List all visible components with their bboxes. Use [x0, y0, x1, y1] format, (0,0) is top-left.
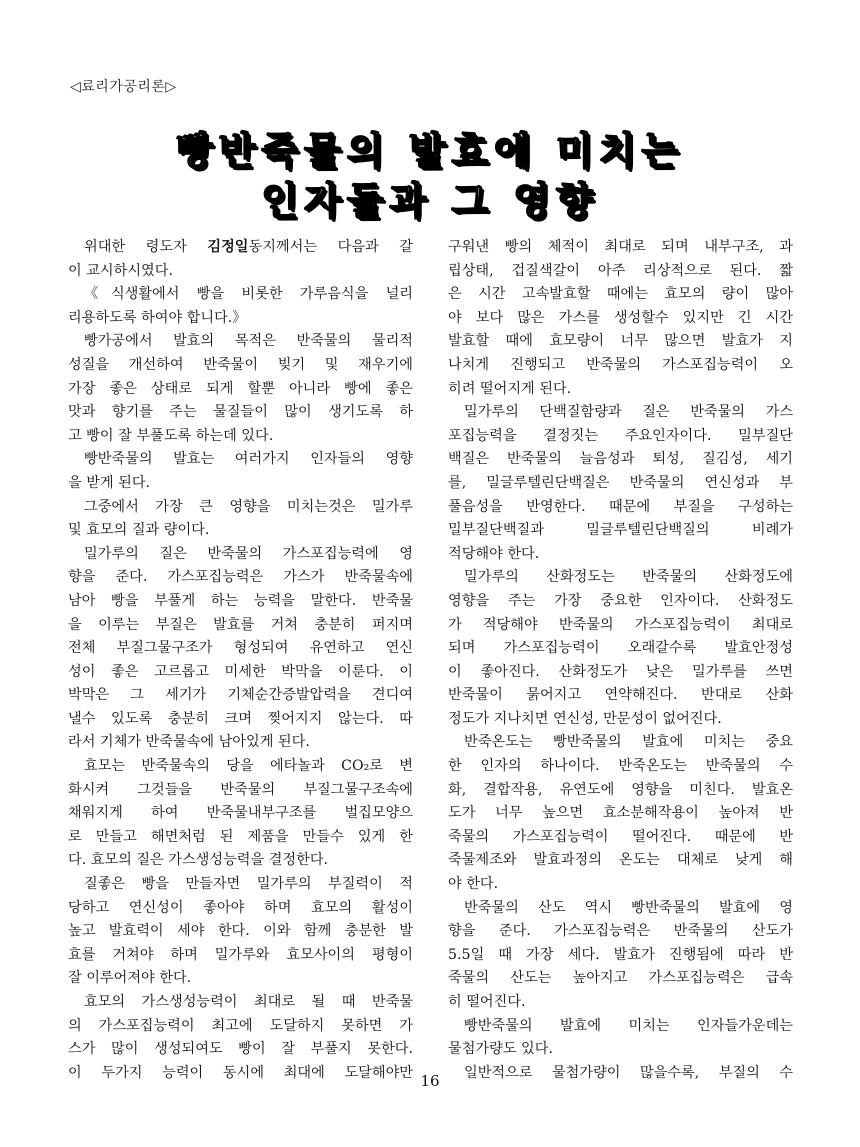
text-line: 밀가루의 질은 반죽물의 가스포집능력에 영	[84, 545, 413, 562]
text-line: 구워낸 빵의 체적이 최대로 되며 내부구조, 과	[448, 239, 793, 255]
text-line: 반죽물이 묽어지고 연약해진다. 반대로 산화	[448, 687, 793, 704]
text-line: 물첨가량도 있다.	[448, 1041, 553, 1058]
text-line: 높고 발효력이 세야 한다. 이와 함께 충분한 발	[68, 923, 413, 940]
text-line: 나치게 진행되고 반죽물의 가스포집능력이 오	[448, 356, 793, 373]
text-line: 되며 가스포집능력이 오래갈수록 발효안정성	[448, 640, 793, 657]
text-line: 5.5일 때 가장 세다. 발효가 진행됨에 따라 반	[448, 946, 793, 963]
text-line: 리용하도록 하여야 합니다.》	[68, 309, 247, 326]
article-title-line-1: 빵반죽물의 발효에 미치는	[175, 129, 685, 173]
text-line: 를, 밀글루텔린단백질은 반죽물의 연신성과 부	[448, 474, 793, 491]
text-line: 립상태, 겁질색갈이 아주 리상적으로 된다. 짧	[448, 262, 793, 279]
text-line: 성이 좋은 고르롭고 미세한 박막을 이룬다. 이	[68, 663, 413, 680]
text-line: 라서 기체가 반죽물속에 남아있게 된다.	[68, 734, 310, 751]
text-line: 그중에서 가장 큰 영향을 미치는것은 밀가루	[84, 498, 413, 515]
text-line: 밀부질단백질과 밀글루텔린단백질의 비례가	[448, 522, 793, 539]
text-line: 빵반죽물의 발효에 미치는 인자들가운데는	[464, 1017, 793, 1034]
left-column	[68, 236, 413, 1085]
text-line: 적당해야 한다.	[448, 545, 540, 562]
text-line: 로 만들고 해면처럼 된 제품을 만들수 있게 한	[68, 828, 413, 845]
text-line: 전체 부질그물구조가 형성되여 유연하고 연신	[68, 640, 413, 657]
text-line: 백질은 반죽물의 늘음성과 퇴성, 질김성, 세기	[448, 451, 793, 468]
text-line: 향을 준다. 가스포집능력은 반죽물의 산도가	[448, 923, 793, 940]
text-line: 반죽온도는 빵반죽물의 발효에 미치는 중요	[464, 734, 793, 751]
text-line: 정도가 지나치면 연신성, 만문성이 없어진다.	[448, 710, 722, 727]
text-line: 영향을 주는 가장 중요한 인자이다. 산화정도	[448, 592, 793, 609]
text-line: 위대한 령도자 김정일동지께서는 다음과 갈	[84, 239, 413, 255]
text-line: 을 받게 된다.	[68, 474, 151, 491]
text-line: 화, 결합작용, 유연도에 영향을 미친다. 발효온	[448, 781, 793, 798]
article-title-line-2: 인자들과 그 영향	[261, 179, 599, 223]
text-line: 죽물의 가스포집능력이 떨어진다. 때문에 반	[448, 828, 793, 845]
text-line: 잘 이루어져야 한다.	[68, 970, 192, 987]
text-line: 성질을 개선하여 반죽물이 빚기 및 재우기에	[68, 356, 413, 373]
text-line: 당하고 연신성이 좋아야 하며 효모의 활성이	[68, 899, 413, 916]
text-line: 및 효모의 질과 량이다.	[68, 522, 210, 539]
text-line: 밀가루의 산화정도는 반죽물의 산화정도에	[464, 569, 793, 586]
text-line: 남아 빵을 부풀게 하는 능력을 말한다. 반죽물	[68, 592, 413, 609]
leader-name: 김정일	[207, 239, 249, 255]
text-line: 반죽물의 산도 역시 빵반죽물의 발효에 영	[464, 899, 793, 916]
text-line: 스가 많이 생성되여도 빵이 잘 부풀지 못한다.	[68, 1041, 413, 1058]
right-column	[448, 236, 793, 1085]
page-number: 16	[420, 1072, 440, 1090]
text-line: 야 보다 많은 가스를 생성할수 있지만 긴 시간	[448, 309, 793, 326]
text-line: 가 적당해야 반죽물의 가스포집능력이 최대로	[448, 616, 793, 633]
text-line: 죽물제조와 발효과정의 온도는 대체로 낮게 해	[448, 852, 793, 869]
text-line: 이 좋아진다. 산화정도가 낮은 밀가루를 쓰면	[448, 663, 793, 680]
text-line: 포집능력을 결정짓는 주요인자이다. 밀부질단	[448, 427, 793, 444]
text-line: 효를 거쳐야 하며 밀가루와 효모사이의 평형이	[68, 946, 413, 963]
text-line: 빵가공에서 발효의 목적은 반죽물의 물리적	[84, 333, 413, 350]
text-line: 죽물의 산도는 높아지고 가스포집능력은 급속	[448, 970, 793, 987]
text-line: 의 가스포집능력이 최고에 도달하지 못하면 가	[68, 1017, 413, 1034]
text-line: 일반적으로 물첨가량이 많을수록, 부질의 수	[464, 1064, 793, 1081]
text-line: 빵반죽물의 발효는 여러가지 인자들의 영향	[84, 451, 413, 468]
text-line: 다. 효모의 질은 가스생성능력을 결정한다.	[68, 852, 329, 869]
text-line: 도가 너무 높으면 효소분해작용이 높아져 반	[448, 805, 793, 822]
text-line: 《식생활에서 빵을 비롯한 가루음식을 널리	[84, 286, 413, 303]
text-line: 박막은 그 세기가 기체순간증발압력을 견디여	[68, 687, 413, 704]
text-line: 질좋은 빵을 만들자면 밀가루의 부질력이 적	[84, 876, 413, 893]
text-line: 한 인자의 하나이다. 반죽온도는 반죽물의 수	[448, 758, 793, 775]
text-line: 향을 준다. 가스포집능력은 가스가 반죽물속에	[68, 569, 413, 586]
section-label: ◁료리가공리론▷	[70, 79, 177, 95]
text-line: 을 이루는 부질은 발효를 거쳐 충분히 퍼지며	[68, 616, 413, 633]
text-line: 야 한다.	[448, 876, 499, 893]
text-line: 히려 떨어지게 된다.	[448, 380, 572, 397]
text-line: 이 두가지 능력이 동시에 최대에 도달해야만	[68, 1064, 413, 1081]
text-line: 풀음성을 반영한다. 때문에 부질을 구성하는	[448, 498, 793, 515]
text-line: 가장 좋은 상태로 되게 할뿐 아니라 빵에 좋은	[68, 380, 413, 397]
text-line: 효모는 반죽물속의 당을 에타놀과 CO₂로 변	[84, 758, 413, 775]
text-line: 밀가루의 단백질함량과 질은 반죽물의 가스	[464, 404, 793, 421]
text-line: 은 시간 고속발효할 때에는 효모의 량이 많아	[448, 286, 793, 303]
text-line: 발효할 때에 효모량이 너무 많으면 발효가 지	[448, 333, 793, 350]
text-line: 낼수 있도록 충분히 크며 찢어지지 않는다. 따	[68, 710, 413, 727]
text-line: 고 빵이 잘 부풀도록 하는데 있다.	[68, 427, 274, 444]
text-line: 맛과 향기를 주는 물질들이 많이 생기도록 하	[68, 404, 413, 421]
text-line: 이 교시하시였다.	[68, 262, 173, 279]
text-line: 채워지게 하여 반죽물내부구조를 벌집모양으	[68, 805, 413, 822]
text-line: 효모의 가스생성능력이 최대로 될 때 반죽물	[84, 994, 413, 1010]
text-line: 화시켜 그것들을 반죽물의 부질그물구조속에	[68, 781, 413, 798]
text-line: 히 떨어진다.	[448, 994, 526, 1010]
